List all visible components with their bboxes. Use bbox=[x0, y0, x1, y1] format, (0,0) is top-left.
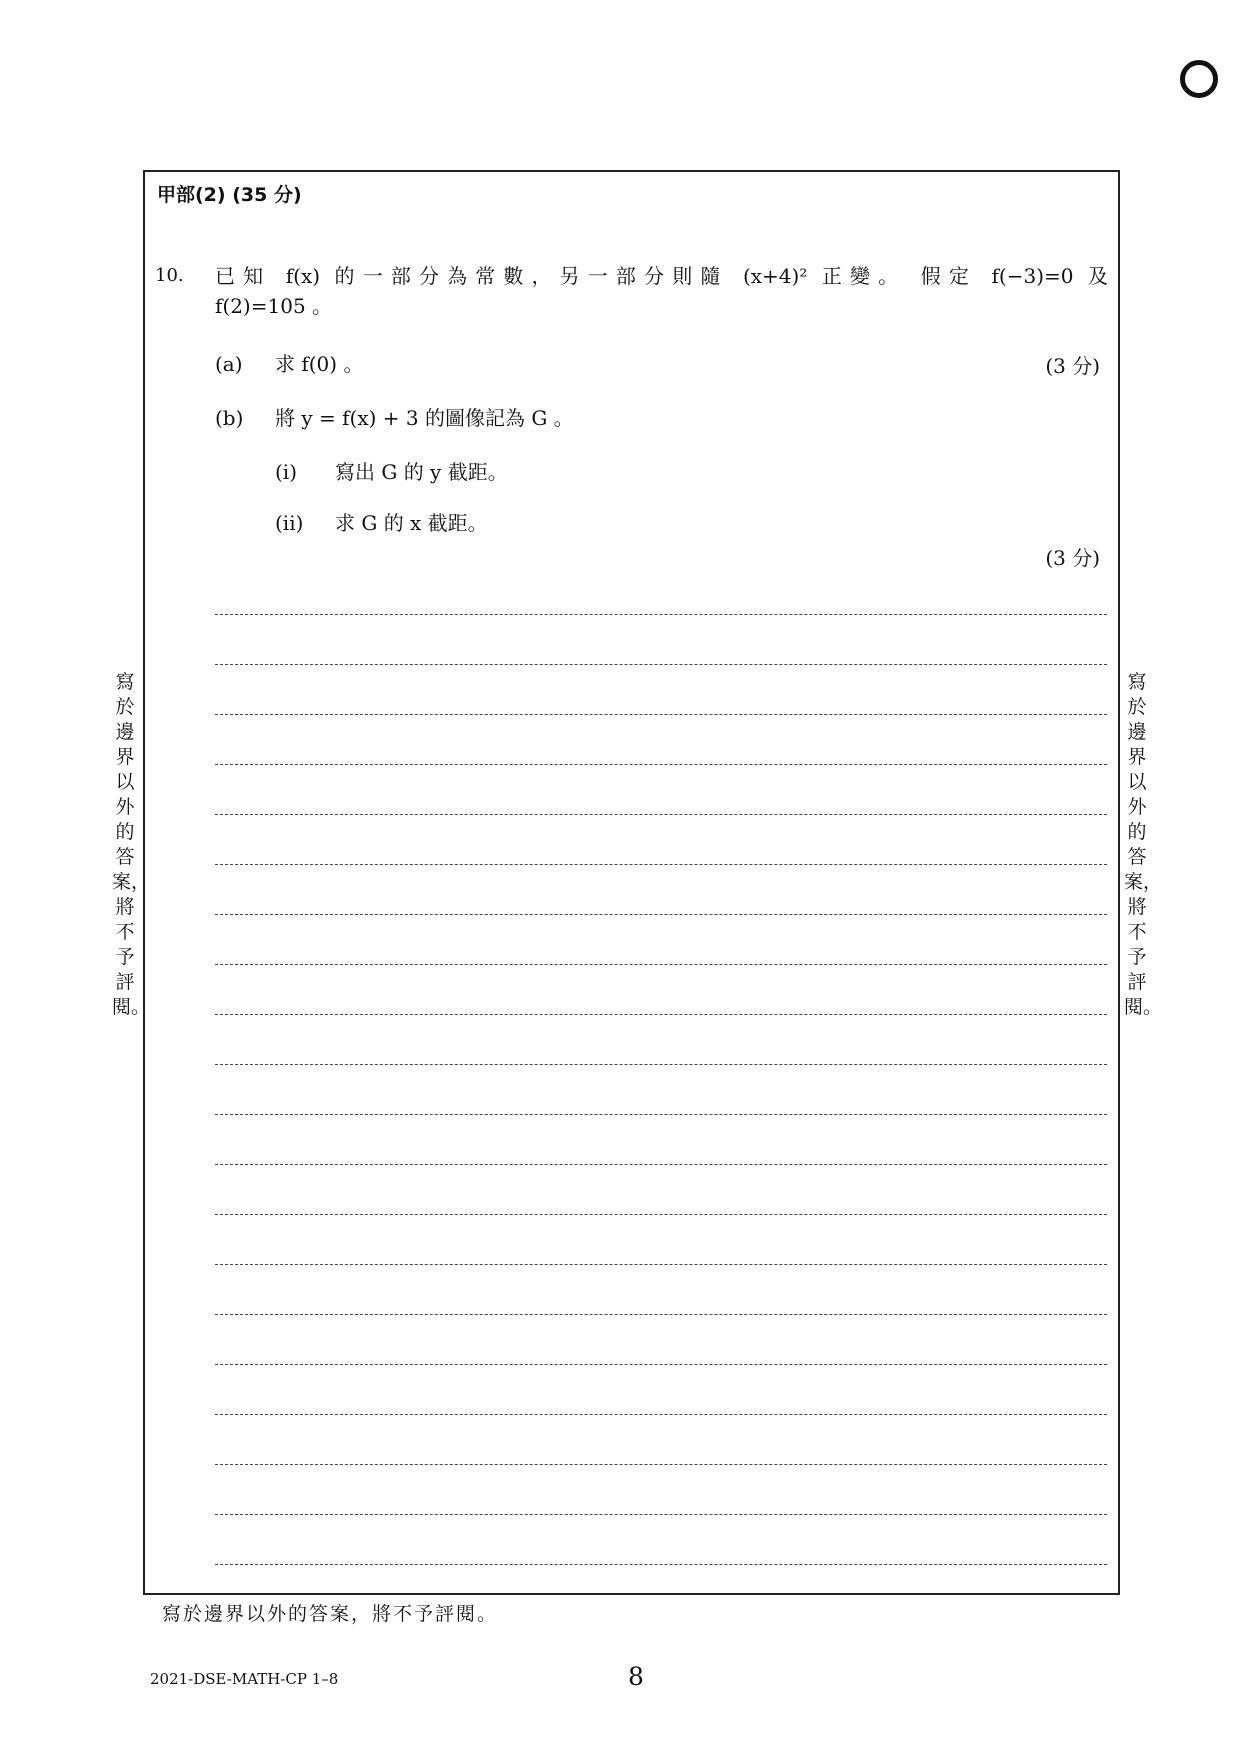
page-number: 8 bbox=[628, 1662, 644, 1691]
part-a-text: 求 f(0) 。 bbox=[275, 352, 364, 376]
part-b-marks: (3 分) bbox=[1045, 546, 1100, 570]
answer-line bbox=[215, 1414, 1107, 1415]
answer-line bbox=[215, 1064, 1107, 1065]
answer-line bbox=[215, 964, 1107, 965]
part-b-ii-label: (ii) bbox=[275, 511, 304, 535]
answer-frame bbox=[143, 170, 1120, 1595]
part-b-ii-text: 求 G 的 x 截距。 bbox=[335, 511, 488, 535]
answer-line bbox=[215, 1264, 1107, 1265]
answer-line bbox=[215, 1164, 1107, 1165]
question-number: 10. bbox=[155, 265, 184, 286]
answer-line bbox=[215, 1214, 1107, 1215]
answer-line bbox=[215, 1564, 1107, 1565]
part-b-i-text: 寫出 G 的 y 截距。 bbox=[335, 460, 508, 484]
answer-line bbox=[215, 1464, 1107, 1465]
answer-line bbox=[215, 664, 1107, 665]
answer-line bbox=[215, 1364, 1107, 1365]
part-b-label: (b) bbox=[215, 406, 244, 430]
corner-circle-mark bbox=[1180, 60, 1218, 98]
part-b-text: 將 y = f(x) + 3 的圖像記為 G 。 bbox=[275, 406, 574, 430]
answer-line bbox=[215, 914, 1107, 915]
part-a-marks: (3 分) bbox=[1045, 354, 1100, 378]
part-b-i-label: (i) bbox=[275, 460, 298, 484]
answer-line bbox=[215, 814, 1107, 815]
answer-line bbox=[215, 1114, 1107, 1115]
answer-line bbox=[215, 614, 1107, 615]
paper-code: 2021-DSE-MATH-CP 1–8 bbox=[150, 1670, 339, 1688]
answer-line bbox=[215, 1514, 1107, 1515]
question-stem-line1: 已知 f(x) 的一部分為常數，另一部分則隨 (x+4)² 正變。 假定 f(−3)=0 及 bbox=[215, 264, 1108, 288]
question-stem-line2: f(2)=105 。 bbox=[215, 294, 333, 318]
right-margin-note: 寫於邊界以外的答案，將不予評閱。 bbox=[1124, 671, 1163, 1018]
answer-line bbox=[215, 864, 1107, 865]
bottom-margin-note: 寫於邊界以外的答案，將不予評閱。 bbox=[162, 1603, 499, 1625]
answer-line bbox=[215, 714, 1107, 715]
part-a-label: (a) bbox=[215, 352, 243, 376]
left-margin-note: 寫於邊界以外的答案，將不予評閱。 bbox=[112, 671, 151, 1018]
answer-line bbox=[215, 764, 1107, 765]
section-header: 甲部(2) (35 分) bbox=[157, 184, 302, 206]
answer-line bbox=[215, 1014, 1107, 1015]
answer-line bbox=[215, 1314, 1107, 1315]
